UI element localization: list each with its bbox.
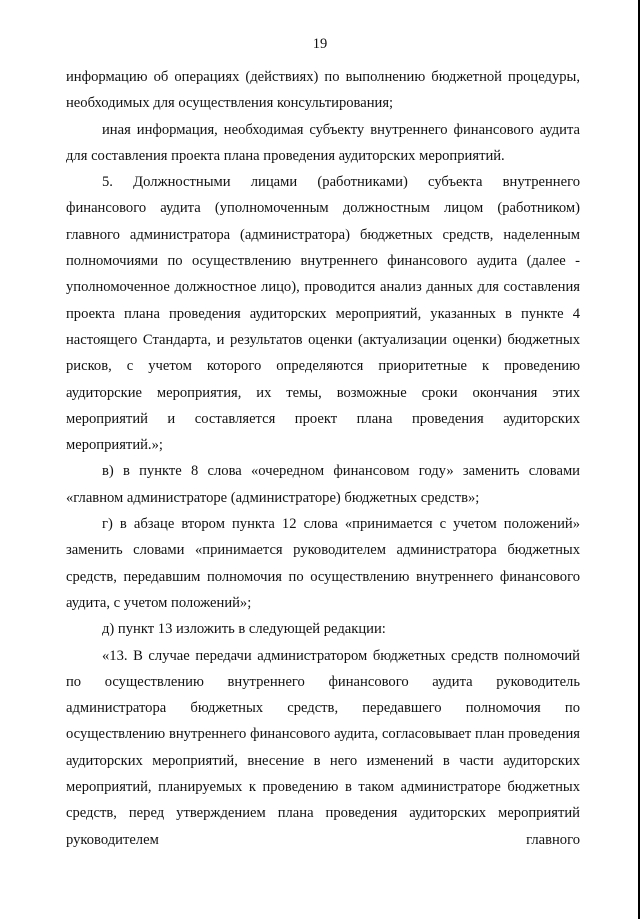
document-body [66, 64, 580, 853]
paragraph-amendment-v: в) в пункте 8 слова «очередном финансовом году» заменить словами «главном администраторе (администраторе) бюджетных средств»; [66, 463, 580, 506]
paragraph-other-info: иная информация, необходимая субъекту внутреннего финансового аудита для составления проекта плана проведения аудиторских мероприятий. [66, 121, 580, 164]
paragraph-amendment-g: г) в абзаце втором пункта 12 слова «принимается с учетом положений» заменить словами «принимается руководителем администратора бюджетных средств, передавшим полномочия по осуществлению внутреннего финансового аудита, с учетом положений»; [66, 516, 580, 611]
paragraph-continuation: информацию об операциях (действиях) по выполнению бюджетной процедуры, необходимых для осуществления консультирования; [66, 69, 580, 112]
page-number: 19 [312, 36, 328, 52]
paragraph-item-5: 5. Должностными лицами (работниками) субъекта внутреннего финансового аудита (уполномоченным должностным лицом (работником) главного администратора (администратора) бюджетных средств, наделенным полномочиями по осуществлению внутреннего финансового аудита (далее - уполномоченное должностное лицо), проводится анализ данных для составления проекта плана проведения аудиторских мероприятий, указанных в пункте 4 настоящего Стандарта, и результатов оценки (актуализации оценки) бюджетных рисков, с учетом которого определяются приоритетные к проведению аудиторские мероприятия, их темы, возможные сроки окончания этих мероприятий и составляется проект плана проведения аудиторских мероприятий.»; [66, 174, 580, 454]
paragraph-item-13: «13. В случае передачи администратором бюджетных средств полномочий по осуществлению внутреннего финансового аудита руководитель администратора бюджетных средств, передавшего полномочия по осуществлению внутреннего финансового аудита, согласовывает план проведения аудиторских мероприятий, внесение в него изменений в части аудиторских мероприятий, планируемых к проведению в таком администраторе бюджетных средств, перед утверждением плана проведения аудиторских мероприятий руководителем главного [66, 647, 580, 848]
paragraph-amendment-d: д) пункт 13 изложить в следующей редакции: [102, 621, 386, 638]
